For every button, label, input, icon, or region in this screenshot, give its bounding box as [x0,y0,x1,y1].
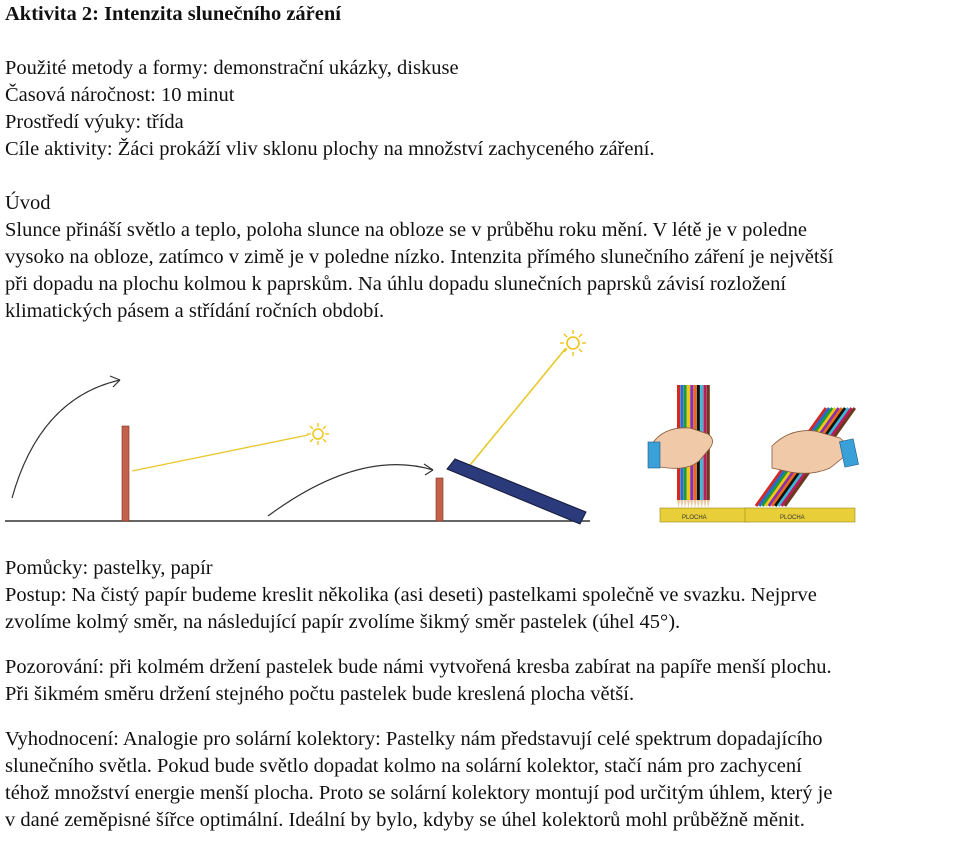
pencils-slanted-illustration [745,408,859,522]
evaluation-line: téhož množství energie menší plocha. Proto se solární kolektory montují pod určitým úhlem, který je [5,782,833,804]
pencil-tip [680,500,683,508]
materials-line: Pomůcky: pastelky, papír [5,557,213,579]
sun-icon-low [307,423,329,445]
pencil-tip [687,500,690,508]
intro-line: vysoko na obloze, zatímco v zimě je v poledne nízko. Intenzita přímého slunečního záření je největší [5,246,834,268]
plate-label-right: PLOCHA [780,515,805,521]
plate-label-left: PLOCHA [682,515,707,521]
intro-heading: Úvod [5,192,51,214]
sun-icon-high [560,330,586,356]
pencil-tip [703,500,706,508]
procedure-line: zvolíme kolmý směr, na následující papír zvolíme šikmý směr pastelek (úhel 45°). [5,611,681,633]
activity-title: Aktivita 2: Intenzita slunečního záření [5,3,341,25]
goals-line: Cíle aktivity: Žáci prokáží vliv sklonu plochy na množství zachyceného záření. [5,138,655,160]
observation-section [5,654,955,708]
pencil-tip [700,500,703,508]
post-middle [436,478,443,521]
hand-right [772,431,847,474]
sleeve-cuff-left [648,442,660,468]
evaluation-section [5,726,955,834]
sun-ray-high [466,348,566,470]
document-page [5,0,955,325]
pencil-tip [677,500,680,508]
procedure-line: Postup: Na čistý papír budeme kreslit několika (asi deseti) pastelkami společně ve svazku. Nejprve [5,584,817,606]
post-left [122,426,129,521]
sun-ray-low [132,435,308,471]
solar-angle-illustration [0,328,960,528]
activity-details [5,555,955,834]
duration-line: Časová náročnost: 10 minut [5,84,235,106]
evaluation-line: slunečního světla. Pokud bude světlo dopadat kolmo na solární kolektor, stačí nám pro zachycení [5,755,802,777]
environment-line: Prostředí výuky: třída [5,111,184,133]
solar-panel-tilted [447,459,586,524]
pencils-vertical-illustration [648,385,750,522]
observation-line: Při šikmém směru držení stejného počtu pastelek bude kreslená plocha větší. [5,683,635,705]
intro-line: klimatických pásem a střídání ročních období. [5,300,385,322]
pencil-tip [694,500,697,508]
spacer [5,28,955,55]
sun-path-arc [12,380,120,498]
pencil-tip [690,500,693,508]
pencil-tip [684,500,687,508]
intro-section [5,190,955,325]
arrow-head-icon [424,464,433,475]
evaluation-line: v dané zeměpisné šířce optimální. Ideální by bylo, kdyby se úhel kolektorů mohl průběžně měnit. [5,809,805,831]
methods-line: Použité metody a formy: demonstrační ukázky, diskuse [5,57,459,79]
evaluation-line: Vyhodnocení: Analogie pro solární kolektory: Pastelky nám představují celé spektrum dopadajícího [5,728,823,750]
pencil-tip [697,500,700,508]
pencil-tip [707,500,710,508]
intro-line: při dopadu na plochu kolmou k paprskům. Na úhlu dopadu slunečních paprsků závisí rozložení [5,273,787,295]
sleeve-cuff-right [839,439,858,467]
intro-line: Slunce přináší světlo a teplo, poloha slunce na obloze se v průběhu roku mění. V létě je v poledne [5,219,807,241]
arrow-middle-icon [268,465,433,516]
observation-line: Pozorování: při kolmém držení pastelek bude námi vytvořená kresba zabírat na papíře menší plochu. [5,656,832,678]
